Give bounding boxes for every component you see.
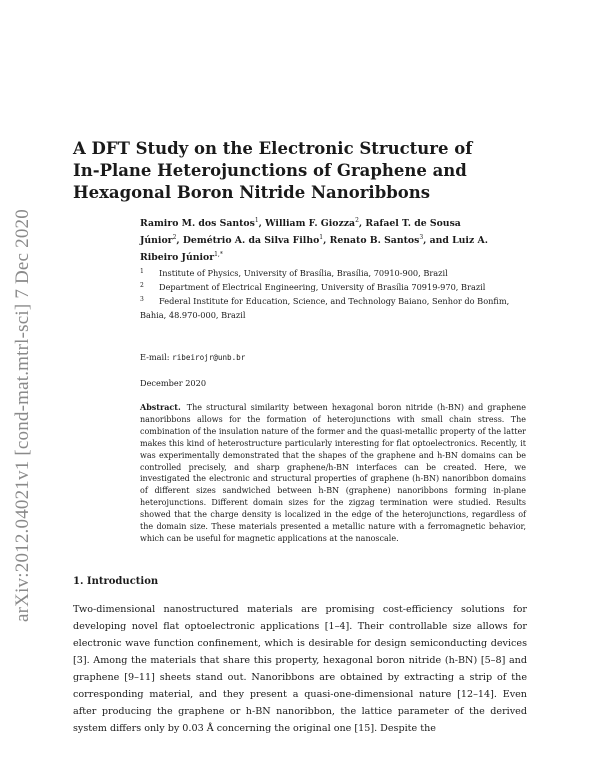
title-line: In-Plane Heterojunctions of Graphene and: [73, 161, 467, 180]
author-affiliation-mark: 1: [254, 217, 259, 224]
author-list: Ramiro M. dos Santos$^1$, William F. Giozza$^2$, Rafael T. de Sousa Júnior$^2$, Demétrio A. da Silva Filho$^1$, Renato B. Santos$^3$, and Luiz A. Ribeiro Júnior$^{1,*}$: [140, 217, 488, 263]
abstract: [140, 402, 526, 545]
affiliation-text: Institute of Physics, University of Brasília, Brasília, 70910-900, Brazil: [159, 268, 448, 278]
title-line: A DFT Study on the Electronic Structure of: [73, 139, 473, 158]
abstract-label: Abstract.: [140, 402, 181, 412]
affiliation: $^1$ Institute of Physics, University of Brasília, Brasília, 70910-900, Brazil: [140, 268, 448, 278]
introduction-paragraph: Two-dimensional nanostructured materials are promising cost-efficiency solutions for developing novel flat optoelectronic applications [1–4]. Their controllable size allows for electronic wave function confinement, which is desirable for design semiconducting devices [3]. Among the materials that share this property, hexagonal boron nitride (h-BN) [5–8] and graphene [9–11] sheets stand out. Nanoribbons are obtained by extracting a strip of the corresponding material, and they present a quasi-one-dimensional nature [12–14]. Even after producing the graphene or h-BN nanoribbon, the lattice parameter of the derived system differs only by 0.03 Å concerning the original one [15]. Despite the: [73, 604, 527, 734]
author-name: Renato B. Santos: [329, 235, 420, 246]
affiliation: $^3$ Federal Institute for Education, Science, and Technology Baiano, Senhor do Bonfim, Bahia, 48.970-000, Brazil: [140, 296, 510, 320]
email-label: E-mail:: [140, 352, 170, 362]
author-name: Luiz A. Ribeiro Júnior: [140, 235, 488, 263]
contact-email: [140, 350, 245, 365]
author-name: Ramiro M. dos Santos: [140, 218, 255, 229]
arxiv-identifier: arXiv:2012.04021v1 [cond-mat.mtrl-sci] 7 Dec 2020: [12, 209, 33, 622]
paper-title: [73, 138, 543, 204]
author-affiliation-mark: 1,*: [214, 251, 223, 258]
affiliation: $^2$ Department of Electrical Engineering, University of Brasília 70919-970, Brazil: [140, 282, 486, 292]
publication-date: December 2020: [140, 378, 207, 388]
affiliation-text: Federal Institute for Education, Science, and Technology Baiano, Senhor do Bonfim, Bahia, 48.970-000, Brazil: [140, 296, 510, 320]
author-affiliation-mark: 2: [355, 217, 359, 224]
author-affiliation-mark: 1: [319, 234, 324, 241]
author-name: William F. Giozza: [265, 218, 356, 229]
email-address[interactable]: ribeirojr@unb.br: [172, 353, 246, 362]
title-line: Hexagonal Boron Nitride Nanoribbons: [73, 183, 431, 202]
affiliation-text: Department of Electrical Engineering, University of Brasília 70919-970, Brazil: [159, 282, 486, 292]
author-affiliation-mark: 2: [172, 234, 177, 241]
abstract-text: The structural similarity between hexagonal boron nitride (h-BN) and graphene nanoribbons allows for the formation of heterojunctions with small chain stress. The combination of the insulation nature of the former and the quasi-metallic property of the latter makes this kind of heterostructure particularly interesting for flat optoelectronics. Recently, it was experimentally demonstrated that the shapes of the graphene and h-BN domains can be controlled precisely, and sharp graphene/h-BN interfaces can be created. Here, we investigated the electronic and structural properties of graphene (h-BN) nanoribbon domains of different sizes sandwiched between h-BN (graphene) nanoribbons forming in-plane heterojunctions. Different domain sizes for the zigzag termination were studied. Results showed that the charge density is localized in the edge of the heterojunctions, regardless of the domain size. These materials presented a metallic nature with a ferromagnetic behavior, which can be useful for magnetic applications at the nanoscale.: [140, 403, 526, 543]
author-name: Demétrio A. da Silva Filho: [182, 235, 320, 246]
author-name: Rafael T. de Sousa Júnior: [140, 218, 461, 246]
section-heading-introduction: 1. Introduction: [73, 576, 159, 587]
author-affiliation-mark: 3: [419, 234, 424, 241]
